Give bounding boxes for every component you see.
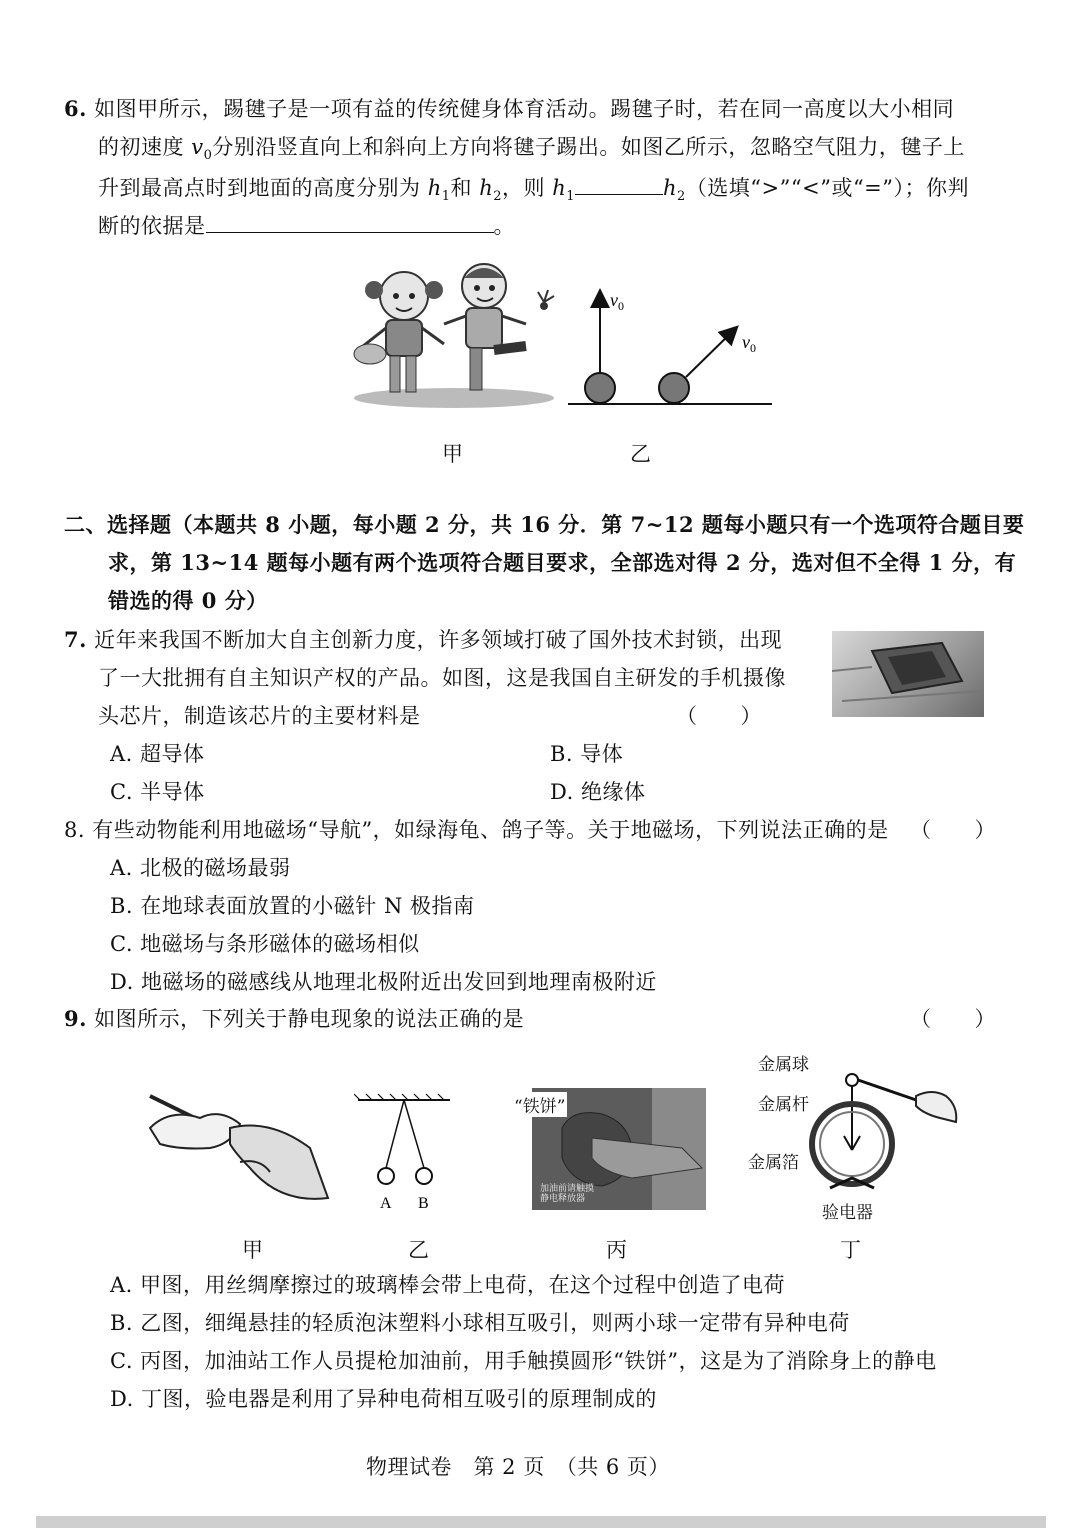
q6-answer-blank-1[interactable] bbox=[575, 172, 663, 195]
section2-heading-line2: 求，第 13~14 题每小题有两个选项符合题目要求，全部选对得 2 分，选对但不全得 1 分，有 bbox=[108, 550, 1017, 575]
q6-line1 bbox=[64, 96, 954, 122]
q6-text-line2b: 分别沿竖直向上和斜向上方向将毽子踢出。如图乙所示，忽略空气阻力，毽子上 bbox=[212, 135, 965, 159]
q7-text-line3: 头芯片，制造该芯片的主要材料是 bbox=[98, 704, 421, 728]
q9-option-d[interactable]: D. 丁图，验电器是利用了异种电荷相互吸引的原理制成的 bbox=[110, 1387, 657, 1411]
q7-line2: 了一大批拥有自主知识产权的产品。如图，这是我国自主研发的手机摄像 bbox=[98, 666, 786, 690]
h2-symbol: h bbox=[479, 176, 494, 200]
q9-caption-ding: 丁 bbox=[840, 1238, 861, 1262]
metal-foil-label: 金属箔 bbox=[748, 1153, 799, 1173]
q9-line1 bbox=[64, 1006, 524, 1032]
q9-option-b[interactable]: B. 乙图，细绳悬挂的轻质泡沫塑料小球相互吸引，则两小球一定带有异种电荷 bbox=[110, 1311, 850, 1335]
metal-rod-label: 金属杆 bbox=[758, 1095, 809, 1115]
q6-text-line3c: ，则 bbox=[502, 176, 553, 200]
q9-caption-bing: 丙 bbox=[606, 1238, 627, 1262]
q7-number: 7. bbox=[64, 627, 87, 652]
chip-icon bbox=[832, 631, 984, 717]
velocity-diagram-figure bbox=[566, 284, 776, 410]
section2-heading-line3: 错选的得 0 分） bbox=[108, 588, 268, 613]
q7-text-line1: 近年来我国不断加大自主创新力度，许多领域打破了国外技术封锁，出现 bbox=[94, 628, 783, 652]
figure-caption-jia: 甲 bbox=[442, 442, 463, 466]
v0-label-vertical: $v_0$ bbox=[610, 290, 624, 313]
q9-option-c[interactable]: C. 丙图，加油站工作人员提枪加油前，用手触摸圆形“铁饼”，这是为了消除身上的静电 bbox=[110, 1349, 937, 1373]
ball-a bbox=[378, 1168, 394, 1184]
q7-option-a[interactable]: A. 超导体 bbox=[110, 742, 205, 766]
q8-option-b[interactable]: B. 在地球表面放置的小磁针 N 极指南 bbox=[110, 894, 475, 918]
sign-text bbox=[540, 1184, 594, 1204]
sign-text-line1: 加油前请触摸 bbox=[540, 1184, 595, 1194]
v0-symbol: v bbox=[191, 135, 204, 159]
section2-heading-line1: 二、选择题（本题共 8 小题，每小题 2 分，共 16 分．第 7~12 题每小题只有一个选项符合题目要 bbox=[64, 512, 1025, 537]
h2-symbol-2: h bbox=[663, 176, 678, 200]
ball-b bbox=[416, 1168, 432, 1184]
h1-symbol: h bbox=[427, 176, 442, 200]
q6-answer-blank-2[interactable] bbox=[206, 210, 494, 233]
figure-caption-yi: 乙 bbox=[630, 442, 651, 466]
q6-text-line1: 如图甲所示，踢毽子是一项有益的传统健身体育活动。踢毽子时，若在同一高度以大小相同 bbox=[94, 97, 955, 121]
page-bottom-bar bbox=[36, 1516, 1046, 1528]
q7-line3 bbox=[98, 703, 421, 729]
electroscope-figure bbox=[800, 1066, 970, 1196]
q9-option-a[interactable]: A. 甲图，用丝绸摩擦过的玻璃棒会带上电荷，在这个过程中创造了电荷 bbox=[110, 1273, 786, 1297]
q6-line4 bbox=[98, 210, 515, 239]
q6-text-line3d: （选填“>”“<”或“=”）；你判 bbox=[685, 176, 970, 200]
charged-rod bbox=[858, 1080, 922, 1102]
q9-caption-jia: 甲 bbox=[242, 1238, 263, 1262]
tiebing-label: “铁饼” bbox=[512, 1092, 567, 1117]
ball-b-label: B bbox=[418, 1195, 429, 1212]
q7-option-d[interactable]: D. 绝缘体 bbox=[550, 780, 646, 804]
h1-symbol-2: h bbox=[552, 176, 567, 200]
h2-subscript: 2 bbox=[493, 189, 502, 205]
h2-subscript-2: 2 bbox=[677, 189, 686, 205]
q7-option-b[interactable]: B. 导体 bbox=[550, 742, 624, 766]
metal-ball-label: 金属球 bbox=[758, 1055, 809, 1075]
static-discharge-photo bbox=[514, 1088, 706, 1210]
q9-text-line1: 如图所示，下列关于静电现象的说法正确的是 bbox=[94, 1007, 525, 1031]
q6-text-line2a: 的初速度 bbox=[98, 135, 192, 159]
ball-a-label: A bbox=[380, 1195, 392, 1212]
q8-option-c[interactable]: C. 地磁场与条形磁体的磁场相似 bbox=[110, 932, 420, 956]
sign-text-line2: 静电释放器 bbox=[540, 1194, 586, 1204]
h1-subscript: 1 bbox=[441, 189, 451, 205]
q6-text-line4: 断的依据是 bbox=[98, 214, 206, 238]
v0-subscript: 0 bbox=[203, 148, 213, 164]
q9-answer-paren[interactable]: （ ） bbox=[910, 1007, 996, 1031]
oblique-velocity-arrow bbox=[686, 328, 736, 377]
h1-subscript-2: 1 bbox=[566, 189, 575, 205]
q8-answer-paren[interactable]: （ ） bbox=[910, 818, 996, 842]
q8-option-d[interactable]: D. 地磁场的磁感线从地理北极附近出发回到地理南极附近 bbox=[110, 970, 657, 994]
q6-period: 。 bbox=[493, 214, 515, 238]
metal-ball bbox=[846, 1074, 858, 1086]
q9-caption-yi: 乙 bbox=[408, 1238, 429, 1262]
kids-kicking-shuttlecock-figure bbox=[344, 258, 566, 410]
q6-number: 6. bbox=[64, 96, 87, 121]
q8-stem: 8. 有些动物能利用地磁场“导航”，如绿海龟、鸽子等。关于地磁场，下列说法正确的是 bbox=[64, 818, 889, 842]
shuttlecock-ball-left bbox=[585, 373, 615, 403]
q6-line2 bbox=[98, 134, 965, 169]
q8-option-a[interactable]: A. 北极的磁场最弱 bbox=[110, 856, 291, 880]
q6-text-line3b: 和 bbox=[450, 176, 480, 200]
page-footer: 物理试卷 第 2 页 （共 6 页） bbox=[366, 1455, 670, 1479]
q7-line1 bbox=[64, 627, 782, 653]
q7-answer-paren[interactable]: （ ） bbox=[676, 704, 762, 728]
q6-text-line3a: 升到最高点时到地面的高度分别为 bbox=[98, 176, 428, 200]
shuttlecock-ball-right bbox=[659, 373, 689, 403]
electroscope-label: 验电器 bbox=[822, 1203, 873, 1223]
hanging-balls-figure bbox=[354, 1092, 454, 1214]
rubbing-glass-rod-figure bbox=[140, 1088, 330, 1204]
v0-label-oblique: $v_0$ bbox=[742, 332, 756, 355]
camera-chip-image bbox=[832, 631, 984, 717]
q9-number: 9. bbox=[64, 1006, 87, 1031]
q7-option-c[interactable]: C. 半导体 bbox=[110, 780, 205, 804]
q6-line3 bbox=[98, 172, 969, 210]
